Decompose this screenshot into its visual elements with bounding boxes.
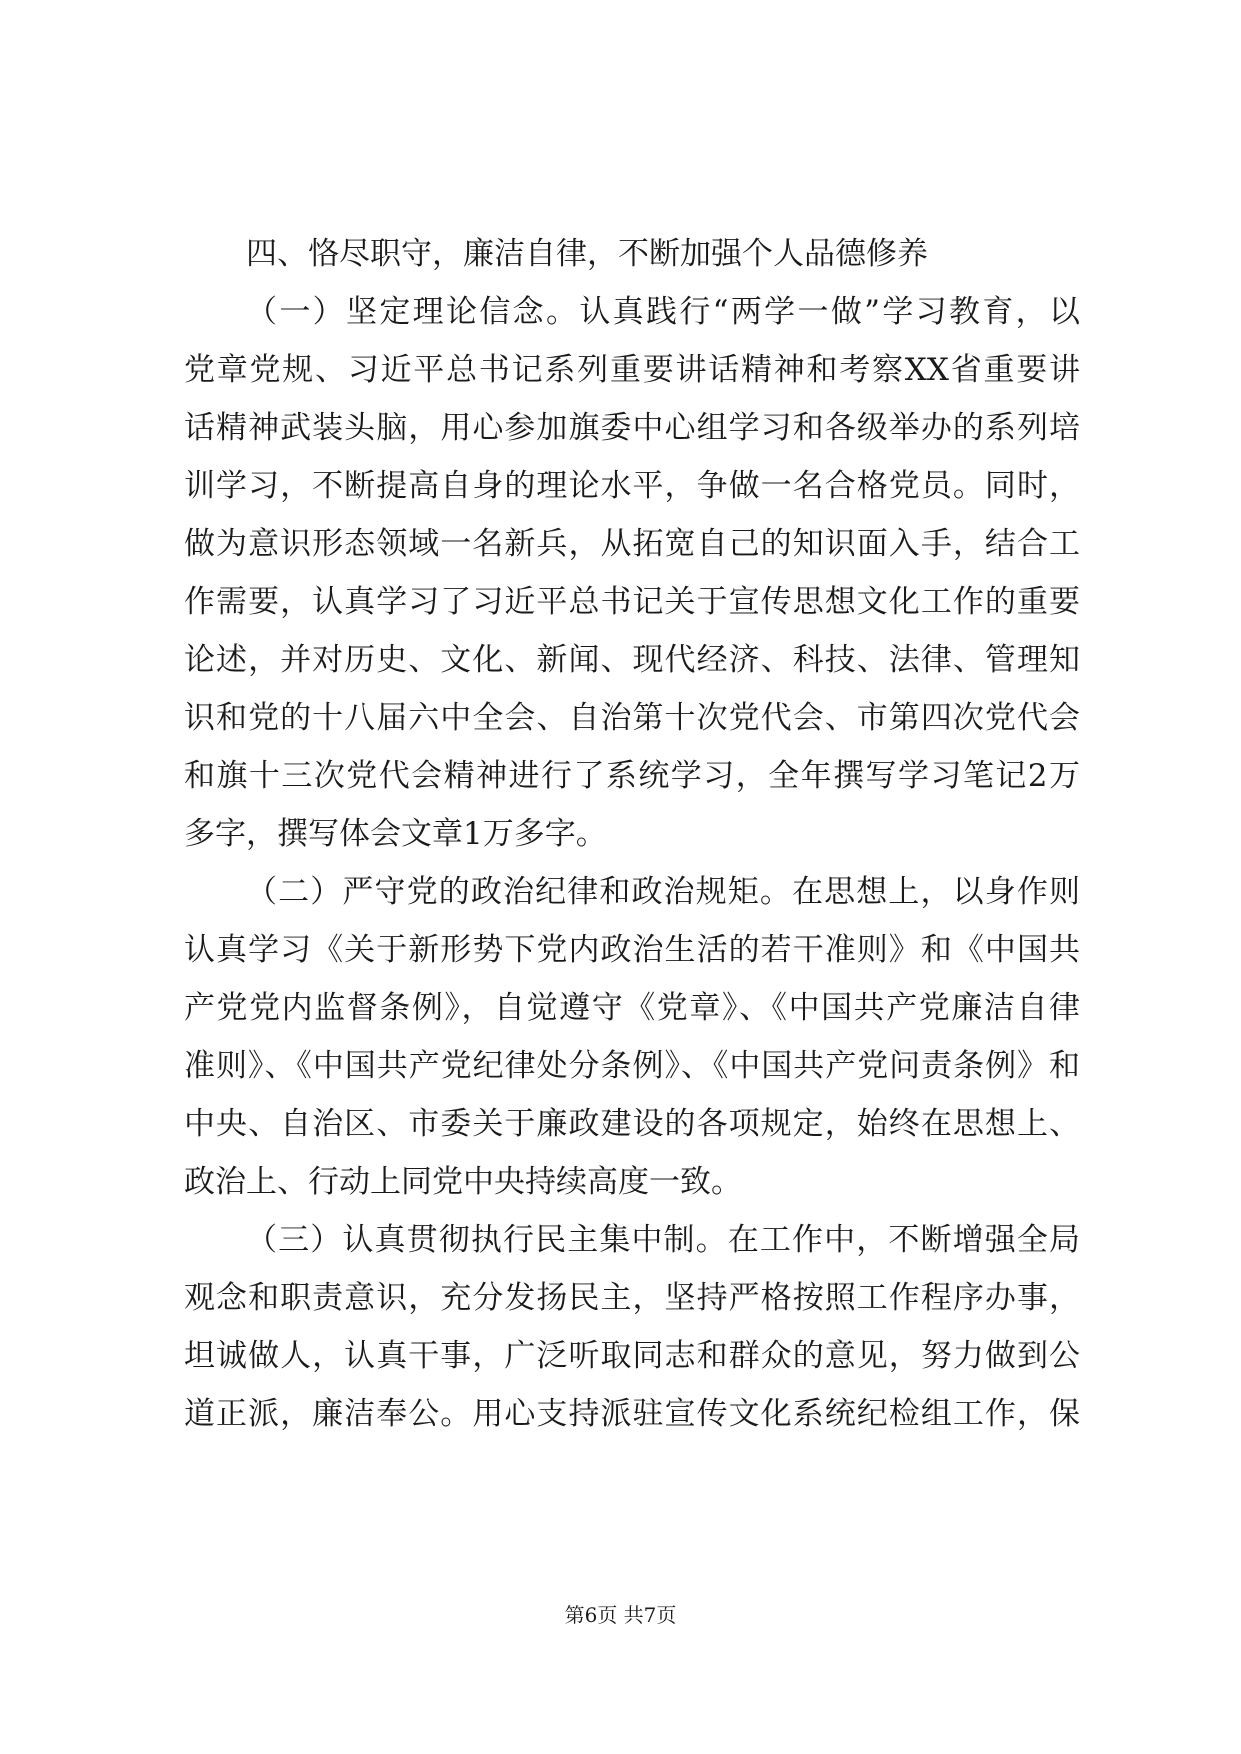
paragraph-line: 中央、自治区、市委关于廉政建设的各项规定，始终在思想上、 (184, 1106, 1080, 1142)
paragraph-line: 多字，撰写体会文章1万多字。 (184, 816, 607, 852)
paragraph-3 (184, 1211, 1080, 1443)
paragraph-1 (184, 283, 1080, 863)
paragraph-line: 道正派，廉洁奉公。用心支持派驻宣传文化系统纪检组工作，保 (184, 1396, 1080, 1432)
paragraph-line: 训学习，不断提高自身的理论水平，争做一名合格党员。同时， (184, 468, 1080, 504)
paragraph-line: 认真学习《关于新形势下党内政治生活的若干准则》和《中国共 (184, 932, 1080, 968)
paragraph-line: 政治上、行动上同党中央持续高度一致。 (184, 1164, 742, 1200)
paragraph-line: （三）认真贯彻执行民主集中制。在工作中，不断增强全局 (246, 1222, 1080, 1258)
paragraph-line: 作需要，认真学习了习近平总书记关于宣传思想文化工作的重要 (184, 584, 1080, 620)
paragraph-line: 论述，并对历史、文化、新闻、现代经济、科技、法律、管理知 (184, 642, 1080, 678)
paragraph-2 (184, 863, 1080, 1211)
paragraph-line: 识和党的十八届六中全会、自治第十次党代会、市第四次党代会 (184, 700, 1080, 736)
document-body (184, 225, 1080, 1443)
paragraph-line: 准则》、《中国共产党纪律处分条例》、《中国共产党问责条例》和 (184, 1048, 1080, 1084)
paragraph-line: 观念和职责意识，充分发扬民主，坚持严格按照工作程序办事， (184, 1280, 1080, 1316)
paragraph-line: 和旗十三次党代会精神进行了系统学习，全年撰写学习笔记2万 (184, 758, 1080, 794)
paragraph-line: （二）严守党的政治纪律和政治规矩。在思想上，以身作则 (246, 874, 1080, 910)
page-number-footer: 第6页 共7页 (564, 1603, 677, 1627)
section-heading: 四、恪尽职守，廉洁自律，不断加强个人品德修养 (246, 236, 928, 272)
paragraph-line: 坦诚做人，认真干事，广泛听取同志和群众的意见，努力做到公 (184, 1338, 1080, 1374)
paragraph-line: 产党党内监督条例》，自觉遵守《党章》、《中国共产党廉洁自律 (184, 990, 1080, 1026)
paragraph-line: 做为意识形态领域一名新兵，从拓宽自己的知识面入手，结合工 (184, 526, 1080, 562)
paragraph-line: 话精神武装头脑，用心参加旗委中心组学习和各级举办的系列培 (184, 410, 1080, 446)
paragraph-line: 党章党规、习近平总书记系列重要讲话精神和考察XX省重要讲 (184, 352, 1080, 388)
paragraph-line: （一）坚定理论信念。认真践行“两学一做”学习教育，以 (246, 294, 1080, 330)
